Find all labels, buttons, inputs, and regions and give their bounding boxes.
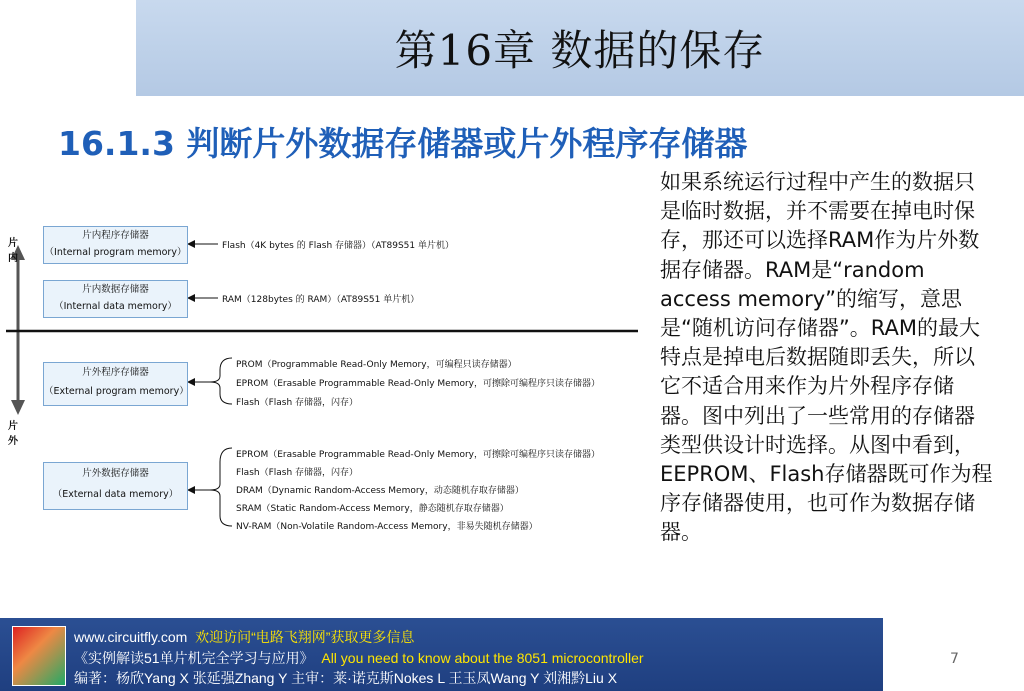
label-sram: SRAM（Static Random-Access Memory，静态随机存取存储器） <box>236 504 509 514</box>
label-flash-data: Flash（Flash 存储器，闪存） <box>236 468 359 478</box>
box-external-program-memory <box>43 362 188 406</box>
footer-site-link[interactable]: www.circuitfly.com <box>74 629 188 645</box>
box-internal-program-memory <box>43 226 188 264</box>
page-number: 7 <box>950 651 959 667</box>
box-subtitle: （Internal data memory） <box>54 301 177 312</box>
label-flash-program: Flash（Flash 存储器，闪存） <box>236 398 359 408</box>
box-subtitle: （Internal program memory） <box>44 247 187 258</box>
box-external-data-memory <box>43 462 188 510</box>
side-label-inner: 片内 <box>8 238 18 264</box>
box-title: 片外数据存储器 <box>82 468 149 479</box>
footer-welcome: 欢迎访问“电路飞翔网”获取更多信息 <box>195 629 415 645</box>
chapter-title: 第16章 数据的保存 <box>394 26 766 75</box>
label-nvram: NV-RAM（Non-Volatile Random-Access Memory，非易失随机存储器） <box>236 522 538 532</box>
label-prom: PROM（Programmable Read-Only Memory，可编程只读存储器） <box>236 360 517 370</box>
box-internal-data-memory <box>43 280 188 318</box>
body-paragraph: 如果系统运行过程中产生的数据只是临时数据，并不需要在掉电时保存，那还可以选择RAM作为片外数据存储器。RAM是“random access memory”的缩写，意思是“随机访问存储器”。RAM的最大特点是掉电后数据随即丢失，所以它不适合用来作为片外程序存储器。图中列出了一些常用的存储器类型供设计时选择。从图中看到，EEPROM、Flash存储器既可作为程序存储器使用，也可作为数据存储器。 <box>660 170 993 545</box>
section-title: 16.1.3 判断片外数据存储器或片外程序存储器 <box>58 124 748 163</box>
side-label-outer: 片外 <box>8 421 18 447</box>
footer-line-2 <box>74 648 644 668</box>
arrow-down-head <box>11 400 25 415</box>
box-title: 片外程序存储器 <box>82 367 149 378</box>
label-ram-internal: RAM（128bytes 的 RAM）（AT89S51 单片机） <box>222 295 420 305</box>
label-eprom-data: EPROM（Erasable Programmable Read-Only Memory，可擦除可编程序只读存储器） <box>236 450 600 460</box>
footer-book-en: All you need to know about the 8051 microcontroller <box>321 650 644 666</box>
box-title: 片内数据存储器 <box>82 284 149 295</box>
label-eprom-program: EPROM（Erasable Programmable Read-Only Memory，可擦除可编程序只读存储器） <box>236 379 600 389</box>
brace-ext-program <box>210 358 232 404</box>
box-subtitle: （External data memory） <box>52 489 179 500</box>
book-cover-image <box>12 626 66 686</box>
footer-line-1 <box>74 627 414 647</box>
footer-authors: 编著：杨欣Yang X 张延强Zhang Y 主审：莱·诺克斯Nokes L 王玉凤Wang Y 刘湘黔Liu X <box>74 670 618 686</box>
box-title: 片内程序存储器 <box>82 230 149 241</box>
label-flash-internal: Flash（4K bytes 的 Flash 存储器）（AT89S51 单片机） <box>222 241 454 251</box>
label-dram: DRAM（Dynamic Random-Access Memory，动态随机存取存储器） <box>236 486 524 496</box>
footer-book-cn: 《实例解读51单片机完全学习与应用》 <box>74 650 314 666</box>
brace-ext-data <box>210 448 232 526</box>
header-left-blank <box>0 0 136 96</box>
box-subtitle: （External program memory） <box>44 386 189 397</box>
